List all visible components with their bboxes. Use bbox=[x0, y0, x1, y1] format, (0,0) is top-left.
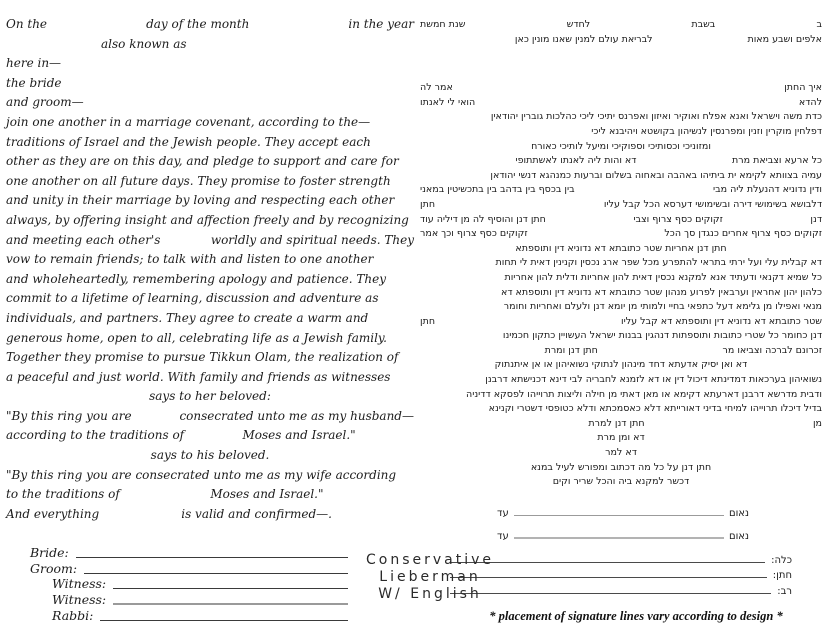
hebrew-line bbox=[420, 33, 822, 48]
english-line bbox=[6, 329, 414, 349]
english-text-segment: here in— bbox=[6, 56, 62, 71]
fill-in-blank-space bbox=[99, 505, 181, 525]
hebrew-text-column bbox=[420, 18, 822, 490]
hebrew-line bbox=[420, 213, 822, 228]
fill-in-blank-space bbox=[715, 18, 816, 33]
fill-in-blank-space bbox=[47, 15, 146, 35]
english-line bbox=[6, 74, 414, 94]
english-line bbox=[6, 152, 414, 172]
hebrew-line bbox=[420, 461, 822, 476]
hebrew-line bbox=[420, 18, 822, 33]
english-text-segment: generous home, open to all, celebrating life as a Jewish family. bbox=[6, 330, 387, 345]
hebrew-text-segment: זכרונם לברכה וצביאו מר bbox=[722, 344, 822, 356]
english-text-segment: Moses and Israel." bbox=[210, 487, 324, 502]
hebrew-text-segment: דנן כחומר כל שטרי כתובות ותוספתות דנהגין בבנות ישראל העשויין כתקון חכמינו bbox=[502, 330, 822, 342]
english-line bbox=[6, 270, 414, 290]
fill-in-blank-space bbox=[546, 213, 633, 228]
template-title bbox=[322, 552, 538, 603]
hebrew-text-segment: דפלחין מוקרין וזנין ומפרנסין לנשיהון בקושטא ויהיבנא ליכי bbox=[591, 125, 822, 137]
hebrew-text-segment: הואי לי לאנתו bbox=[420, 96, 476, 108]
fill-in-blank-space bbox=[598, 344, 723, 359]
english-line bbox=[6, 466, 414, 486]
signature-line bbox=[100, 620, 348, 621]
hebrew-line bbox=[420, 358, 822, 373]
hebrew-line bbox=[420, 110, 822, 125]
fill-in-blank-space bbox=[723, 213, 810, 228]
hebrew-witness-row bbox=[497, 519, 749, 542]
english-text-segment: other as they are on this day, and pledge to support and care for bbox=[6, 154, 399, 169]
english-text-segment: says to her beloved: bbox=[149, 389, 271, 404]
hebrew-line bbox=[420, 140, 822, 155]
hebrew-text-segment: ב bbox=[816, 19, 822, 30]
signature-line bbox=[514, 515, 724, 516]
hebrew-line bbox=[420, 198, 822, 213]
hebrew-text-segment: דנן bbox=[810, 213, 822, 225]
english-text-segment: the bride bbox=[6, 75, 62, 90]
signature-label: Groom: bbox=[30, 560, 78, 576]
english-text-segment: traditions of Israel and the Jewish people. They accept each bbox=[6, 134, 371, 149]
hebrew-text-segment: כלהון יהון אחראין וערבאין לפרוע מנהון שטר כתובתא דא נדוניא דין ותוספתא דא bbox=[501, 286, 822, 298]
english-line bbox=[6, 133, 414, 153]
english-text-segment: join one another in a marriage covenant, according to the— bbox=[6, 114, 371, 129]
fill-in-blank-space bbox=[653, 33, 748, 48]
english-signature-row bbox=[52, 607, 348, 623]
hebrew-line bbox=[420, 256, 822, 271]
english-line bbox=[6, 250, 414, 270]
fill-in-blank-space bbox=[132, 407, 180, 427]
english-text-segment: "By this ring you are bbox=[6, 408, 132, 423]
witness-attestation-label: נאום bbox=[728, 508, 749, 519]
placement-footnote: * placement of signature lines vary according to design * bbox=[489, 609, 783, 623]
english-text-segment: a peaceful and just world. With family and friends as witnesses bbox=[6, 369, 391, 384]
hebrew-witness-row bbox=[497, 496, 749, 519]
english-text-segment: day of the month bbox=[146, 17, 250, 31]
hebrew-text-segment: בדיל דיכלו תרוייהו למיחי בדיני דאורייתא דלא כאסמכתא ודלא כטופסי דשטרי וקנינא bbox=[488, 403, 822, 415]
signature-label: חתן: bbox=[772, 570, 792, 582]
english-line bbox=[6, 231, 414, 251]
english-text-segment: always, by offering insight and affection freely and by recognizing bbox=[6, 212, 409, 227]
english-line bbox=[6, 289, 414, 309]
hebrew-line bbox=[420, 417, 822, 432]
hebrew-text-segment: חתן דנן ומרת bbox=[544, 344, 598, 356]
signature-label: Witness: bbox=[52, 576, 107, 592]
signature-label: רב: bbox=[777, 585, 792, 597]
english-text-segment: individuals, and partners. They agree to create a warm and bbox=[6, 310, 369, 325]
hebrew-text-segment: כדת משה וישראל ואנא אפלח ואוקיר ואיזון ואפרנס יתיכי ליכי כהלכות גוברין יהודאין bbox=[490, 111, 822, 123]
hebrew-line bbox=[420, 183, 822, 198]
fill-in-blank-space bbox=[453, 81, 784, 96]
template-title-line1: Conservative Lieberman bbox=[365, 552, 495, 585]
hebrew-line bbox=[420, 169, 822, 184]
fill-in-blank-space bbox=[575, 183, 713, 198]
hebrew-text-segment: ודבית מדרשא דרבנן דארעתא דקימא או מאן דאתי מן חילה וליצות תרוייהו לפסקא דדיניה bbox=[466, 388, 822, 400]
hebrew-text-segment: זקוקים כסף צרוף וכך אמר bbox=[420, 228, 528, 240]
english-text-segment: in the year bbox=[348, 17, 414, 31]
english-line bbox=[6, 309, 414, 329]
hebrew-line bbox=[420, 315, 822, 330]
english-text-segment: and unity in their marriage by loving and respecting each other bbox=[6, 193, 395, 208]
hebrew-line bbox=[420, 388, 822, 403]
signature-label: Bride: bbox=[30, 544, 69, 560]
hebrew-line bbox=[420, 475, 822, 490]
signature-label: Rabbi: bbox=[52, 607, 94, 623]
hebrew-text-segment: זקוקים כסף צרוף אחרים כנגדן סך הכל bbox=[664, 228, 822, 240]
fill-in-blank-space bbox=[420, 33, 515, 48]
fill-in-blank-space bbox=[420, 154, 516, 169]
english-signature-row bbox=[30, 560, 348, 576]
english-text-segment: and groom— bbox=[6, 95, 84, 110]
hebrew-text-segment: אמר לה bbox=[420, 82, 453, 94]
hebrew-text-segment: מן bbox=[812, 417, 822, 429]
hebrew-text-segment: לבריאת עולם למנין שאנו מונין כאן bbox=[514, 33, 653, 45]
english-line bbox=[6, 505, 414, 525]
english-line bbox=[6, 35, 414, 55]
hebrew-line bbox=[420, 431, 822, 446]
hebrew-text-segment: בשבת bbox=[691, 19, 716, 30]
fill-in-blank-space bbox=[435, 315, 621, 330]
signature-line bbox=[113, 588, 348, 589]
hebrew-witness-signature-block bbox=[497, 496, 749, 542]
fill-in-blank-space bbox=[528, 227, 665, 242]
hebrew-text-segment: להדא bbox=[798, 96, 822, 108]
english-text-segment: On the bbox=[6, 17, 48, 31]
fill-in-blank-space bbox=[645, 417, 813, 432]
template-title-line2: W/ English bbox=[378, 586, 482, 602]
english-text-segment: one another on all future days. They promise to foster strength bbox=[6, 173, 391, 188]
fill-in-blank-space bbox=[475, 96, 799, 111]
hebrew-text-segment: דלבושא בשימושי דירה ובשימושי דערסא הכל קבל עליו bbox=[603, 198, 822, 210]
english-line bbox=[6, 348, 414, 368]
hebrew-text-segment: לחדש bbox=[566, 19, 591, 30]
english-text-segment: And everything bbox=[6, 506, 100, 521]
signature-line bbox=[514, 537, 724, 539]
hebrew-text-segment: שנת חמשת bbox=[420, 19, 466, 30]
hebrew-text-segment: אלפים ושבע מאות bbox=[747, 33, 822, 45]
hebrew-text-segment: עמיה בצוותא לקימא ית ביתיהו באהבה ובאחוה בשלום וברעות כמנהגא דנשי יהודאן bbox=[490, 169, 822, 181]
english-line bbox=[6, 485, 414, 505]
hebrew-text-segment: חתן bbox=[420, 198, 436, 210]
hebrew-line bbox=[420, 402, 822, 417]
hebrew-line bbox=[420, 446, 822, 461]
signature-line bbox=[84, 573, 348, 574]
english-text-segment: and meeting each other's bbox=[6, 232, 161, 247]
hebrew-text-segment: דא קבלית עלי ועל ירתי בתראי להתפרע מכל שפר ארג נכסין וקנינין דאית לי תחות bbox=[495, 257, 822, 269]
hebrew-text-segment: חתן bbox=[420, 315, 436, 327]
fill-in-blank-space bbox=[249, 15, 348, 35]
english-text-segment: commit to a lifetime of learning, discussion and adventure as bbox=[6, 291, 379, 306]
hebrew-line bbox=[420, 286, 822, 301]
signature-label: כלה: bbox=[771, 554, 792, 566]
hebrew-line bbox=[420, 242, 822, 257]
hebrew-line bbox=[420, 271, 822, 286]
fill-in-blank-space bbox=[332, 505, 414, 525]
hebrew-line bbox=[420, 154, 822, 169]
english-line bbox=[6, 368, 414, 388]
hebrew-text-segment: דא והות ליה לאנתו לאשתתופי bbox=[515, 155, 637, 167]
hebrew-text-segment: דכשר למקנא ביה והכל שריר וקים bbox=[552, 476, 690, 488]
hebrew-text-segment: ודין נדוניא דהנעלת ליה מבי bbox=[712, 184, 822, 196]
fill-in-blank-space bbox=[120, 485, 211, 505]
hebrew-line bbox=[420, 96, 822, 111]
english-text-segment: is valid and confirmed—. bbox=[181, 506, 332, 521]
english-line bbox=[6, 113, 414, 133]
english-text-segment: Moses and Israel." bbox=[242, 428, 356, 443]
english-text-segment: vow to remain friends; to talk with and listen to one another bbox=[6, 252, 374, 267]
fill-in-blank-space bbox=[420, 344, 545, 359]
witness-word-label: עד bbox=[497, 531, 509, 542]
hebrew-line bbox=[420, 81, 822, 96]
fill-in-blank-space bbox=[420, 417, 588, 432]
english-line bbox=[6, 426, 414, 446]
fill-in-blank-space bbox=[465, 18, 566, 33]
hebrew-text-segment: חתן דנן אחריות שטר כתובתא דא נדוניא דין ותוספתא bbox=[515, 242, 727, 254]
hebrew-line bbox=[420, 125, 822, 140]
english-signature-block bbox=[30, 544, 348, 623]
english-line bbox=[6, 211, 414, 231]
hebrew-line bbox=[420, 373, 822, 388]
english-text-segment: "By this ring you are consecrated unto me as my wife according bbox=[6, 467, 397, 482]
hebrew-text-segment: דא ומן מרת bbox=[597, 432, 645, 444]
hebrew-text-segment: שטר כתובתא דא נדוניא דין ותוספתא דא קבל עליו bbox=[621, 315, 822, 327]
hebrew-text-segment: חתן דנן על כל מה דכתוב ומפורש לעיל במנא bbox=[530, 461, 712, 473]
fill-in-blank-space bbox=[590, 18, 691, 33]
hebrew-text-segment: חתן דנן והוסיף לה מן דיליה עוד bbox=[419, 213, 546, 225]
fill-in-blank-space bbox=[636, 154, 732, 169]
english-text-segment: Together they promise to pursue Tikkun Olam, the realization of bbox=[6, 350, 399, 365]
english-text-segment: consecrated unto me as my husband— bbox=[179, 408, 414, 423]
fill-in-blank-space bbox=[356, 426, 414, 446]
hebrew-text-segment: איך החתן bbox=[784, 82, 822, 94]
hebrew-text-segment: נשואיהון בערכאות דמדינתא דיכול דין או דא לזמנא לחבריה לבי דינא דכנישתא דרבנן bbox=[485, 374, 822, 386]
hebrew-text-segment: כל ארעא וצביאת מרת bbox=[732, 155, 822, 167]
fill-in-blank-space bbox=[160, 231, 210, 251]
english-line bbox=[6, 15, 414, 35]
hebrew-text-segment: בין בכסף בין בדהב בין בתכשיטין במאני bbox=[420, 184, 575, 196]
english-line bbox=[6, 172, 414, 192]
fill-in-blank-space bbox=[184, 426, 242, 446]
english-signature-row bbox=[52, 591, 348, 607]
hebrew-text-segment: ומזוניכי וכסותיכי וספוקיכי ומיעל לותיכי כאורח bbox=[531, 140, 711, 152]
english-line bbox=[6, 446, 414, 466]
hebrew-text-segment: דא למר bbox=[605, 447, 637, 459]
hebrew-text-segment: כל שמיא דקנאי ודעתיד אנא למקנא נכסין דאית להון אחריות ודלית להון אחריות bbox=[504, 271, 822, 283]
english-text-segment: also known as bbox=[101, 36, 187, 51]
fill-in-blank-space bbox=[435, 198, 604, 213]
english-signature-row bbox=[30, 544, 348, 560]
english-text-segment: to the traditions of bbox=[6, 487, 120, 502]
hebrew-line bbox=[420, 329, 822, 344]
english-text-segment: according to the traditions of bbox=[6, 428, 185, 443]
hebrew-text-segment: זקוקים כסף צרוף וצבי bbox=[633, 213, 723, 225]
english-text-segment: worldly and spiritual needs. They bbox=[210, 232, 414, 247]
hebrew-line bbox=[420, 227, 822, 242]
english-line bbox=[6, 54, 414, 74]
english-signature-row bbox=[52, 576, 348, 592]
hebrew-line bbox=[420, 344, 822, 359]
signature-line bbox=[76, 557, 348, 558]
english-text-column bbox=[6, 15, 414, 524]
english-line bbox=[6, 93, 414, 113]
english-text-segment: says to his beloved. bbox=[150, 448, 270, 463]
english-line bbox=[6, 387, 414, 407]
signature-label: Witness: bbox=[52, 592, 107, 608]
hebrew-text-segment: מנאי ואפילו מן גלימא דעל כתפאי בחיי ולמותי מן יומא דנן ולעלם ואחריות וחומר bbox=[503, 301, 822, 313]
english-line bbox=[6, 407, 414, 427]
hebrew-text-segment: דא ואן יסיק אדעתא דחד מינהון לנתוקי נשואיהון או אן איתנתוק bbox=[494, 359, 748, 371]
witness-attestation-label: נאום bbox=[728, 531, 749, 542]
hebrew-line bbox=[420, 300, 822, 315]
english-line bbox=[6, 191, 414, 211]
english-text-segment: and wholeheartedly, remembering apology and patience. They bbox=[6, 271, 386, 286]
witness-word-label: עד bbox=[497, 508, 509, 519]
signature-line bbox=[113, 603, 348, 605]
fill-in-blank-space bbox=[324, 485, 415, 505]
hebrew-text-segment: חתן דנן למרת bbox=[588, 417, 645, 429]
